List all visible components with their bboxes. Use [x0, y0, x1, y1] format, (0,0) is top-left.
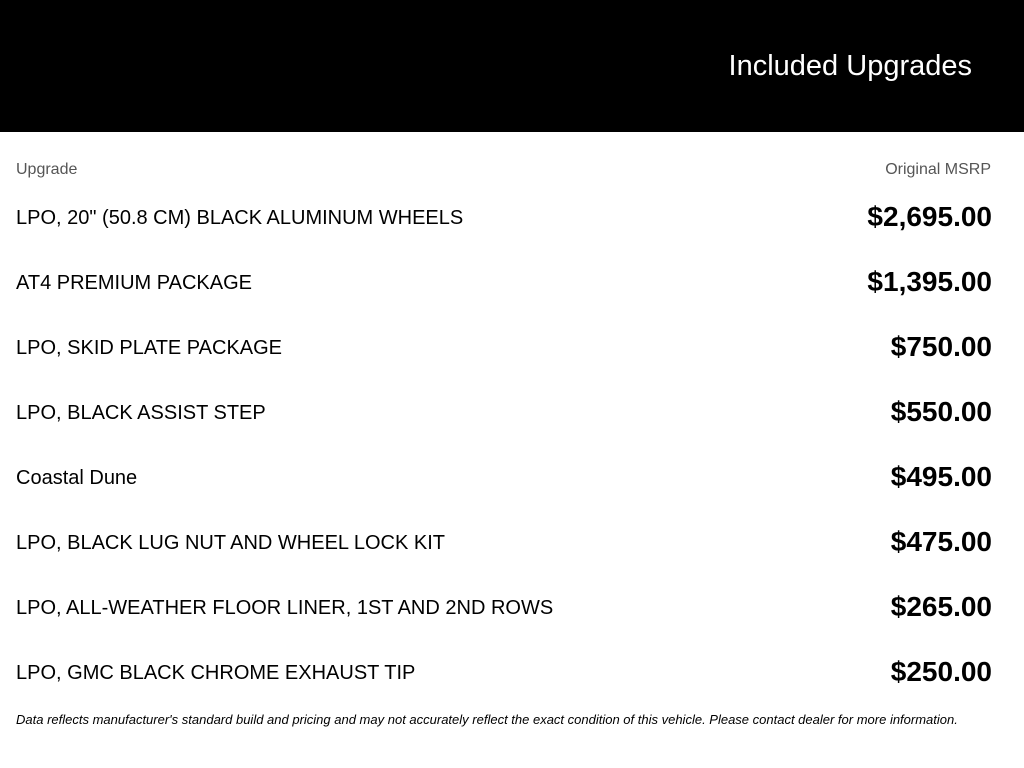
upgrade-row: [16, 575, 992, 640]
upgrade-row: [16, 380, 992, 445]
upgrade-name: Coastal Dune: [16, 467, 138, 489]
upgrade-price: $550.00: [890, 396, 992, 427]
upgrade-row: [16, 640, 992, 705]
upgrade-name: AT4 PREMIUM PACKAGE: [16, 272, 252, 294]
upgrade-price: $1,395.00: [867, 266, 992, 297]
upgrade-row: [16, 185, 992, 250]
upgrade-row: [16, 315, 992, 380]
header-banner: [0, 0, 1024, 132]
table-column-headers: [16, 160, 991, 180]
upgrade-name: LPO, GMC BLACK CHROME EXHAUST TIP: [16, 662, 416, 684]
disclaimer-text: Data reflects manufacturer's standard build and pricing and may not accurately reflect the exact condition of this vehicle. Please contact dealer for more information.: [16, 712, 958, 727]
upgrade-name: LPO, 20" (50.8 CM) BLACK ALUMINUM WHEELS: [16, 207, 464, 229]
upgrade-name: LPO, BLACK LUG NUT AND WHEEL LOCK KIT: [16, 532, 446, 554]
upgrade-row: [16, 445, 992, 510]
upgrade-price: $495.00: [890, 461, 992, 492]
upgrade-name: LPO, ALL-WEATHER FLOOR LINER, 1ST AND 2ND ROWS: [16, 597, 554, 619]
upgrade-price: $750.00: [890, 331, 992, 362]
upgrade-name: LPO, SKID PLATE PACKAGE: [16, 337, 283, 359]
upgrade-price: $250.00: [890, 656, 992, 687]
column-header-upgrade: Upgrade: [16, 161, 78, 178]
upgrade-price: $2,695.00: [867, 201, 992, 232]
column-header-msrp: Original MSRP: [885, 161, 991, 178]
upgrade-name: LPO, BLACK ASSIST STEP: [16, 402, 266, 424]
page-title: Included Upgrades: [728, 50, 972, 82]
upgrades-list: [16, 185, 992, 705]
upgrade-row: [16, 510, 992, 575]
upgrade-row: [16, 250, 992, 315]
upgrade-price: $265.00: [890, 591, 992, 622]
upgrade-price: $475.00: [890, 526, 992, 557]
